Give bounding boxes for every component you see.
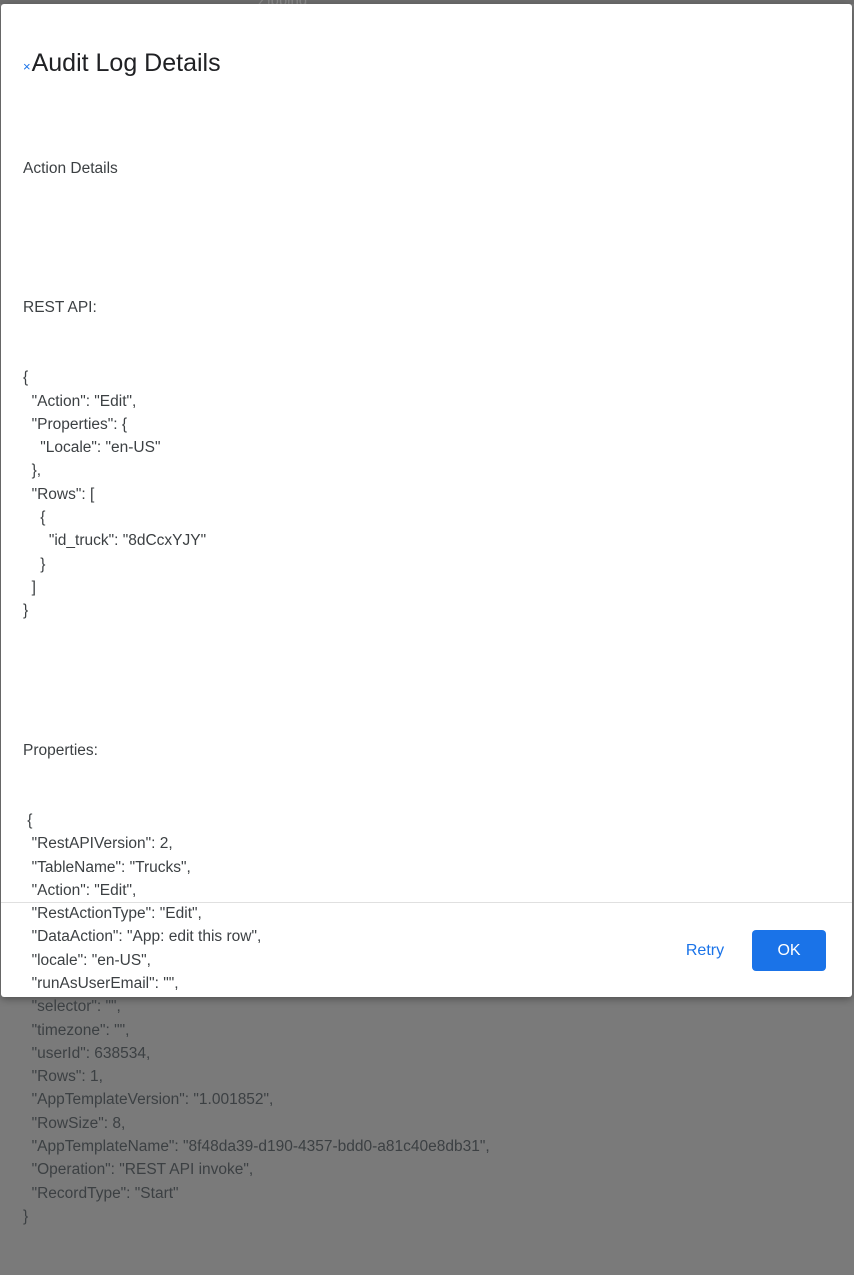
json-line: "DataAction": "App: edit this row",	[23, 928, 262, 946]
json-line: "Action": "Edit",	[23, 392, 137, 410]
json-line: "Rows": 1,	[23, 1068, 103, 1086]
json-line: "runAsUserEmail": "",	[23, 974, 179, 992]
json-line: ]	[23, 578, 36, 596]
json-line: "AppTemplateName": "8f48da39-d190-4357-bdd0-a81c40e8db31",	[23, 1138, 490, 1156]
json-line: "TableName": "Trucks",	[23, 858, 191, 876]
json-line: "RowSize": 8,	[23, 1114, 126, 1132]
json-line: {	[23, 369, 29, 387]
rest-api-heading: REST API:	[23, 299, 97, 317]
json-line: "userId": 638534,	[23, 1044, 151, 1062]
rest-api-json	[23, 366, 823, 622]
json-line: "locale": "en-US",	[23, 951, 151, 969]
json-line: "Locale": "en-US"	[23, 439, 161, 457]
dialog-content	[23, 110, 823, 1275]
json-line: "RestAPIVersion": 2,	[23, 835, 173, 853]
json-line: {	[23, 811, 33, 829]
json-line: "selector": "",	[23, 998, 121, 1016]
json-line: "id_truck": "8dCcxYJY"	[23, 532, 207, 550]
dialog-title: Audit Log Details	[31, 49, 221, 77]
action-details-heading: Action Details	[23, 159, 118, 177]
json-line: },	[23, 462, 42, 480]
json-line: "RestActionType": "Edit",	[23, 905, 202, 923]
json-line: "RecordType": "Start"	[23, 1184, 179, 1202]
retry-button[interactable]: Retry	[672, 931, 738, 971]
properties-json	[23, 809, 823, 1228]
json-line: "Operation": "REST API invoke",	[23, 1161, 254, 1179]
json-line: "Properties": {	[23, 415, 128, 433]
json-line: }	[23, 602, 29, 620]
json-line: "Action": "Edit",	[23, 881, 137, 899]
ok-button[interactable]: OK	[752, 930, 826, 971]
footer-divider	[1, 902, 852, 903]
json-line: {	[23, 509, 46, 527]
json-line: }	[23, 555, 46, 573]
audit-log-dialog	[1, 4, 852, 1225]
json-line: }	[23, 1207, 29, 1225]
properties-heading: Properties:	[23, 742, 98, 760]
json-line: "AppTemplateVersion": "1.001852",	[23, 1091, 274, 1109]
close-icon[interactable]: ×	[23, 59, 31, 74]
json-line: "timezone": "",	[23, 1021, 130, 1039]
dialog-header	[23, 48, 221, 78]
json-line: "Rows": [	[23, 485, 95, 503]
